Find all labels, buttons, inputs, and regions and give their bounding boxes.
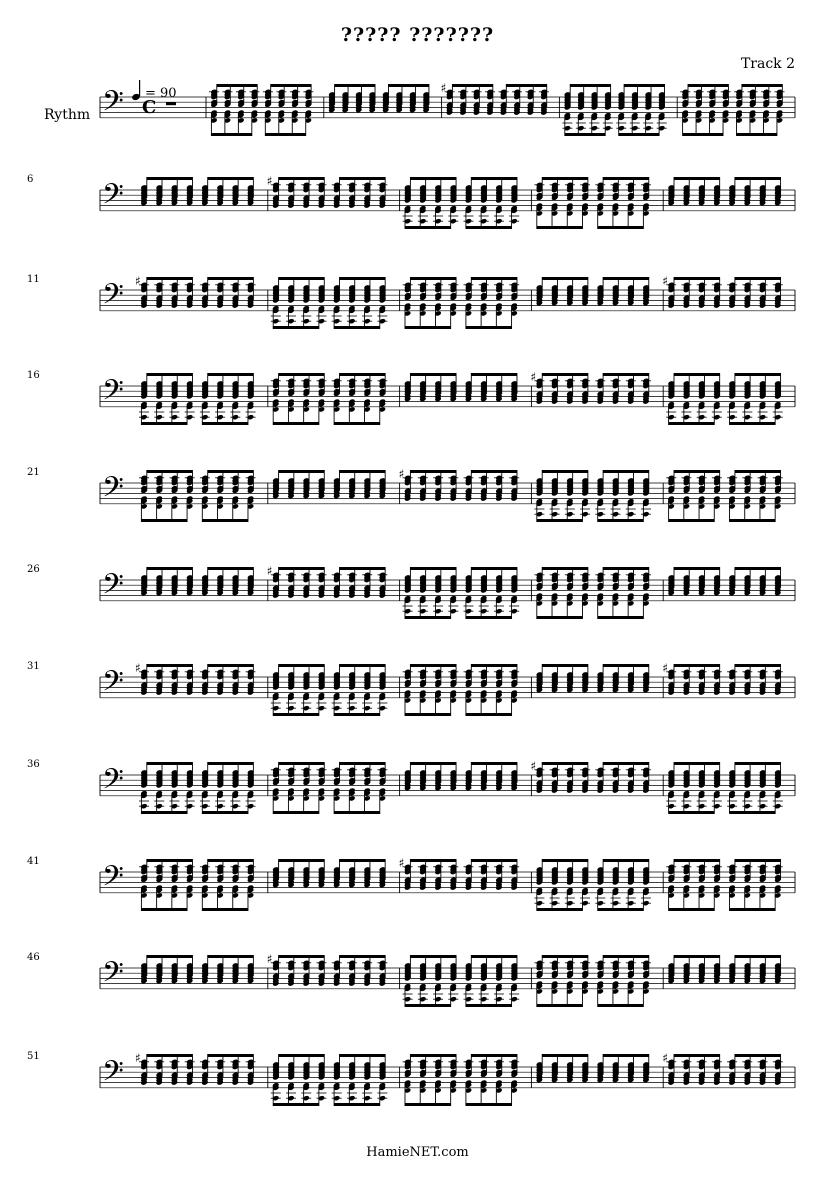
measure-number: 41 (27, 856, 40, 867)
sharp-sign: ♯ (266, 174, 273, 189)
measure-number: 46 (27, 952, 40, 963)
measure-number: 26 (27, 564, 40, 575)
sharp-sign: ♯ (135, 274, 141, 289)
sharp-sign: ♯ (440, 81, 447, 96)
bass-clef-icon: 𝄢 (102, 177, 124, 218)
bass-clef-icon: 𝄢 (102, 859, 124, 900)
time-signature: C (142, 96, 157, 118)
whole-rest (166, 102, 176, 105)
bass-clef-icon: 𝄢 (102, 664, 124, 705)
measure-number: 21 (27, 467, 40, 478)
bass-clef-icon: 𝄢 (102, 277, 124, 318)
bass-clef-icon: 𝄢 (102, 84, 124, 125)
bass-clef-icon: 𝄢 (102, 470, 124, 511)
sharp-sign: ♯ (135, 661, 141, 676)
bass-clef-icon: 𝄢 (102, 1054, 124, 1095)
bass-clef-icon: 𝄢 (102, 567, 124, 608)
sharp-sign: ♯ (530, 370, 537, 385)
sharp-sign: ♯ (135, 1051, 141, 1066)
bass-clef-icon: 𝄢 (102, 955, 124, 996)
bass-clef-icon: 𝄢 (102, 373, 124, 414)
measure-number: 16 (27, 370, 40, 381)
sharp-sign: ♯ (266, 564, 273, 579)
sharp-sign: ♯ (662, 1051, 669, 1066)
sharp-sign: ♯ (662, 661, 669, 676)
measure-number: 6 (27, 174, 34, 185)
sharp-sign: ♯ (662, 274, 669, 289)
tempo-value: = 90 (145, 86, 177, 101)
page-title: ????? ??????? (340, 24, 495, 46)
page-footer: HamieNET.com (366, 1145, 469, 1160)
bass-clef-icon: 𝄢 (102, 762, 124, 803)
measure-number: 31 (27, 661, 40, 672)
sharp-sign: ♯ (266, 952, 273, 967)
sharp-sign: ♯ (398, 856, 405, 871)
sharp-sign: ♯ (530, 759, 537, 774)
instrument-name: Rythm (44, 107, 91, 123)
sharp-sign: ♯ (398, 467, 405, 482)
track-label: Track 2 (740, 56, 795, 72)
measure-number: 36 (27, 759, 40, 770)
measure-number: 11 (27, 274, 40, 285)
measure-number: 51 (27, 1051, 40, 1062)
